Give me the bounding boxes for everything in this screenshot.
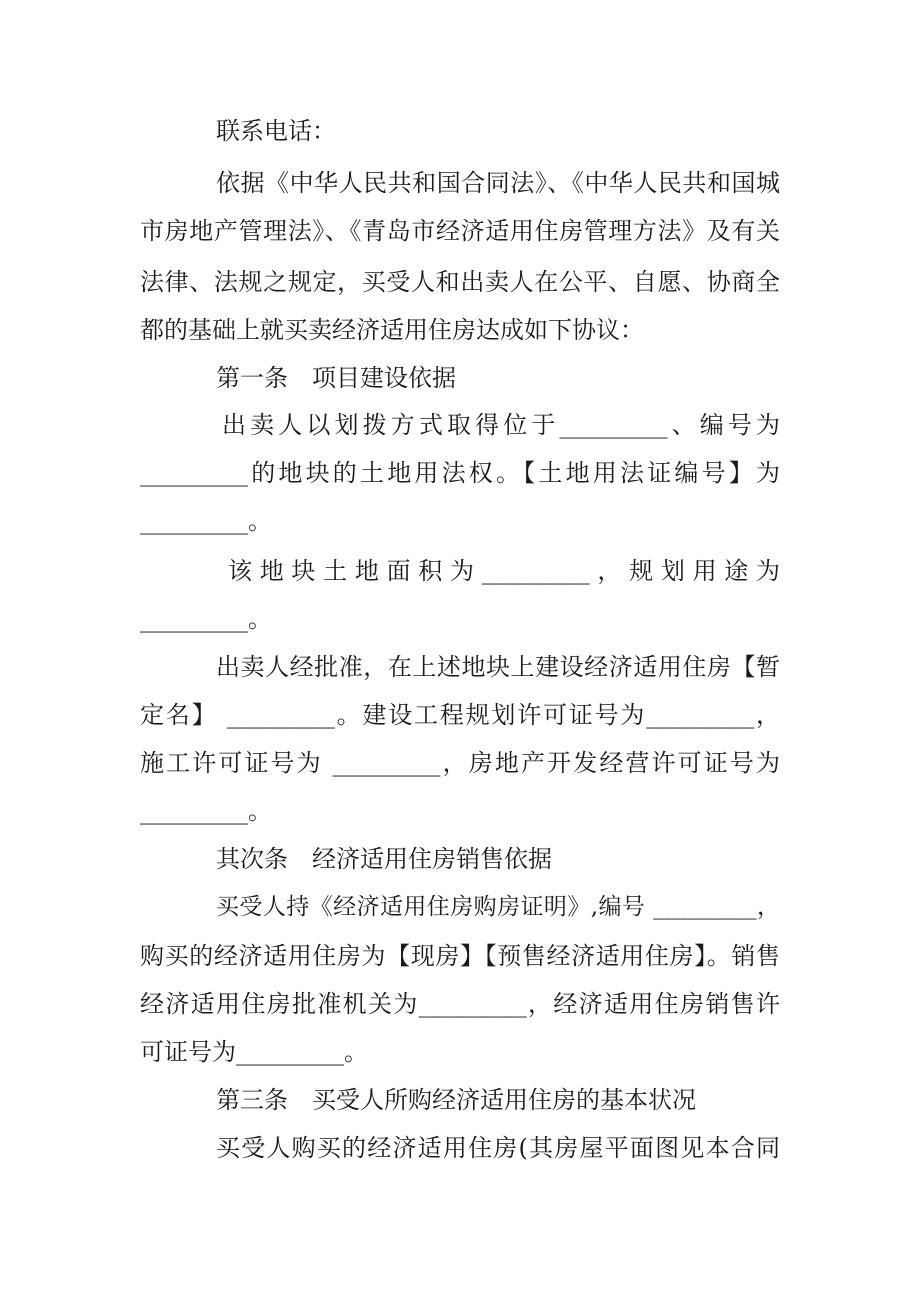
paragraph-line: _________的地块的土地用法权。【土地用法证编号】为 [140, 459, 780, 487]
paragraph-line: _________。 [140, 507, 272, 535]
paragraph-line: 可证号为_________。 [140, 1038, 368, 1066]
paragraph-line: 市房地产管理法》、《青岛市经济适用住房管理方法》及有关 [140, 217, 780, 245]
paragraph-line: _________。 [140, 605, 272, 633]
article-heading: 第三条 买受人所购经济适用住房的基本状况 [216, 1086, 696, 1114]
paragraph-line: 该地块土地面积为_________，规划用途为 [228, 557, 780, 585]
paragraph-line: 买受人购买的经济适用住房(其房屋平面图见本合同 [216, 1134, 780, 1162]
paragraph-line: 出卖人经批准，在上述地块上建设经济适用住房【暂 [216, 653, 780, 681]
paragraph-line: 经济适用住房批准机关为_________，经济适用住房销售许 [140, 990, 780, 1018]
article-heading: 第一条 项目建设依据 [216, 364, 456, 392]
article-heading: 其次条 经济适用住房销售依据 [216, 845, 552, 873]
contact-phone-label: 联系电话： [216, 117, 336, 145]
paragraph-line: 施工许可证号为 _________，房地产开发经营许可证号为 [140, 749, 780, 777]
paragraph-line: 依据《中华人民共和国合同法》、《中华人民共和国城 [216, 169, 780, 197]
paragraph-line: 都的基础上就买卖经济适用住房达成如下协议： [140, 316, 644, 344]
paragraph-line: _________。 [140, 797, 272, 825]
paragraph-line: 购买的经济适用住房为【现房】【预售经济适用住房】。销售 [140, 942, 780, 970]
paragraph-line: 定名】 _________。建设工程规划许可证号为_________， [140, 701, 780, 729]
paragraph-line: 出卖人以划拨方式取得位于_________、编号为 [222, 411, 780, 439]
paragraph-line: 买受人持《经济适用住房购房证明》,编号 _________， [216, 894, 780, 920]
paragraph-line: 法律、法规之规定，买受人和出卖人在公平、自愿、协商全 [140, 268, 780, 296]
